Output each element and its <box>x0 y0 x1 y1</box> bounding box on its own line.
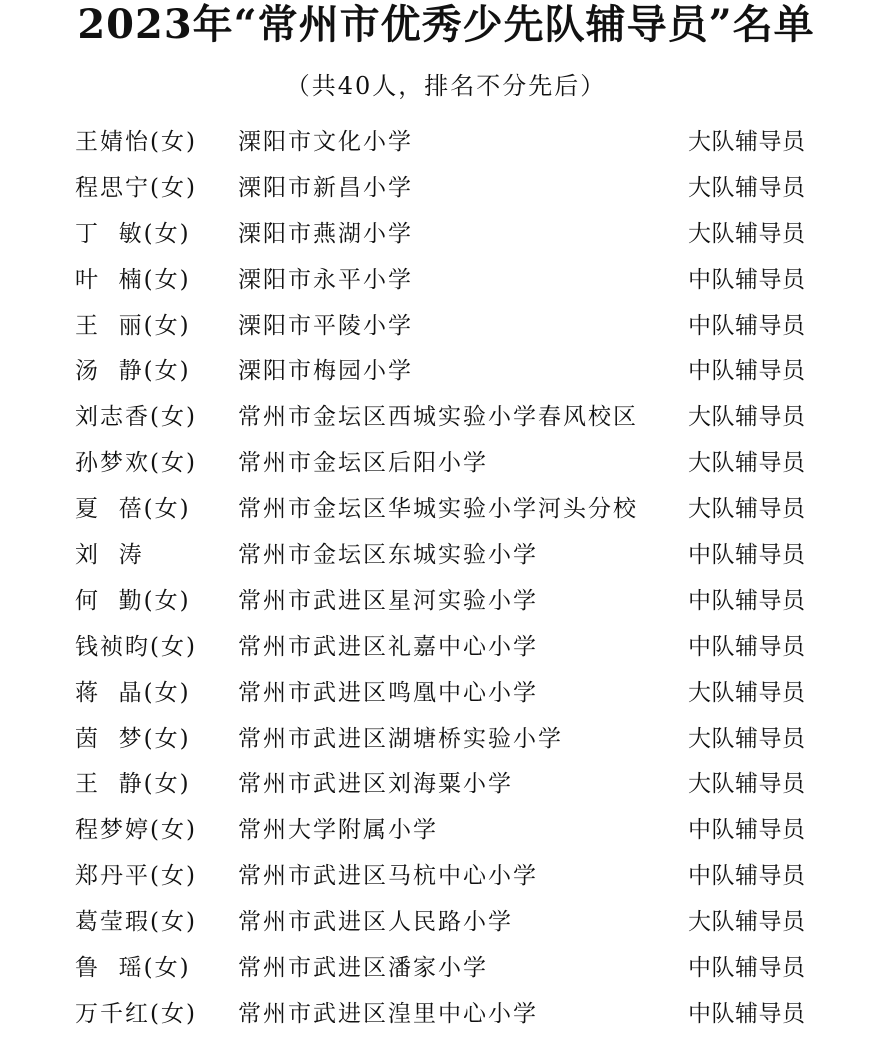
honoree-name: 刘志香(女) <box>75 404 197 431</box>
school-name: 常州市金坛区后阳小学 <box>238 450 488 477</box>
school-name: 常州市武进区湖塘桥实验小学 <box>238 725 563 752</box>
honoree-name: 叶 楠(女) <box>75 266 191 293</box>
role-title: 中队辅导员 <box>688 633 806 660</box>
role-title: 中队辅导员 <box>688 1000 806 1027</box>
role-title: 中队辅导员 <box>688 266 806 293</box>
list-item <box>0 992 892 1038</box>
school-name: 常州市武进区马杭中心小学 <box>238 863 538 890</box>
school-name: 常州市武进区潘家小学 <box>238 955 488 982</box>
role-title: 中队辅导员 <box>688 955 806 982</box>
role-title: 中队辅导员 <box>688 312 806 339</box>
list-item <box>0 349 892 395</box>
school-name: 溧阳市新昌小学 <box>238 174 413 201</box>
list-item <box>0 487 892 533</box>
role-title: 中队辅导员 <box>688 587 806 614</box>
honoree-name: 刘 涛 <box>75 542 144 569</box>
school-name: 常州市武进区鸣凰中心小学 <box>238 679 538 706</box>
honoree-name: 丁 敏(女) <box>75 220 191 247</box>
list-item <box>0 579 892 625</box>
role-title: 大队辅导员 <box>688 496 806 523</box>
list-item <box>0 395 892 441</box>
honoree-name: 钱祯昀(女) <box>75 633 197 660</box>
school-name: 溧阳市平陵小学 <box>238 312 413 339</box>
list-item <box>0 762 892 808</box>
school-name: 常州市武进区湟里中心小学 <box>238 1000 538 1027</box>
list-item <box>0 671 892 717</box>
role-title: 大队辅导员 <box>688 174 806 201</box>
school-name: 溧阳市梅园小学 <box>238 358 413 385</box>
list-item <box>0 441 892 487</box>
honoree-name: 程梦婷(女) <box>75 817 197 844</box>
list-item <box>0 808 892 854</box>
honoree-name: 王 丽(女) <box>75 312 191 339</box>
school-name: 常州市武进区人民路小学 <box>238 909 513 936</box>
school-name: 常州大学附属小学 <box>238 817 438 844</box>
role-title: 中队辅导员 <box>688 542 806 569</box>
honoree-name: 茵 梦(女) <box>75 725 191 752</box>
role-title: 中队辅导员 <box>688 863 806 890</box>
list-item <box>0 854 892 900</box>
role-title: 中队辅导员 <box>688 358 806 385</box>
school-name: 常州市武进区星河实验小学 <box>238 587 538 614</box>
page-title: 2023年“常州市优秀少先队辅导员”名单 <box>77 1 815 48</box>
honoree-name: 孙梦欢(女) <box>75 450 197 477</box>
school-name: 常州市金坛区西城实验小学春风校区 <box>238 404 638 431</box>
honoree-list <box>0 120 892 1038</box>
list-item <box>0 120 892 166</box>
role-title: 大队辅导员 <box>688 725 806 752</box>
school-name: 常州市武进区礼嘉中心小学 <box>238 633 538 660</box>
honoree-name: 夏 蓓(女) <box>75 496 191 523</box>
honoree-name: 何 勤(女) <box>75 587 191 614</box>
honoree-name: 王 静(女) <box>75 771 191 798</box>
school-name: 常州市金坛区华城实验小学河头分校 <box>238 496 638 523</box>
honoree-name: 鲁 瑶(女) <box>75 955 191 982</box>
list-item <box>0 717 892 763</box>
list-item <box>0 625 892 671</box>
list-item <box>0 258 892 304</box>
list-item <box>0 900 892 946</box>
list-item <box>0 533 892 579</box>
page-subtitle: （共40人，排名不分先后） <box>285 72 607 100</box>
role-title: 大队辅导员 <box>688 909 806 936</box>
list-item <box>0 212 892 258</box>
list-item <box>0 304 892 350</box>
school-name: 溧阳市文化小学 <box>238 129 413 155</box>
list-item <box>0 946 892 992</box>
role-title: 中队辅导员 <box>688 817 806 844</box>
honoree-name: 郑丹平(女) <box>75 863 197 890</box>
honoree-name: 蒋 晶(女) <box>75 679 191 706</box>
honoree-name: 葛莹瑕(女) <box>75 909 197 936</box>
honoree-name: 汤 静(女) <box>75 358 191 385</box>
honoree-name: 万千红(女) <box>75 1000 197 1027</box>
role-title: 大队辅导员 <box>688 771 806 798</box>
honoree-name: 程思宁(女) <box>75 174 197 201</box>
role-title: 大队辅导员 <box>688 450 806 477</box>
list-item <box>0 166 892 212</box>
role-title: 大队辅导员 <box>688 220 806 247</box>
role-title: 大队辅导员 <box>688 679 806 706</box>
school-name: 常州市武进区刘海粟小学 <box>238 771 513 798</box>
role-title: 大队辅导员 <box>688 129 806 155</box>
role-title: 大队辅导员 <box>688 404 806 431</box>
school-name: 溧阳市燕湖小学 <box>238 220 413 247</box>
school-name: 溧阳市永平小学 <box>238 266 413 293</box>
school-name: 常州市金坛区东城实验小学 <box>238 542 538 569</box>
honoree-name: 王婧怡(女) <box>75 129 197 155</box>
